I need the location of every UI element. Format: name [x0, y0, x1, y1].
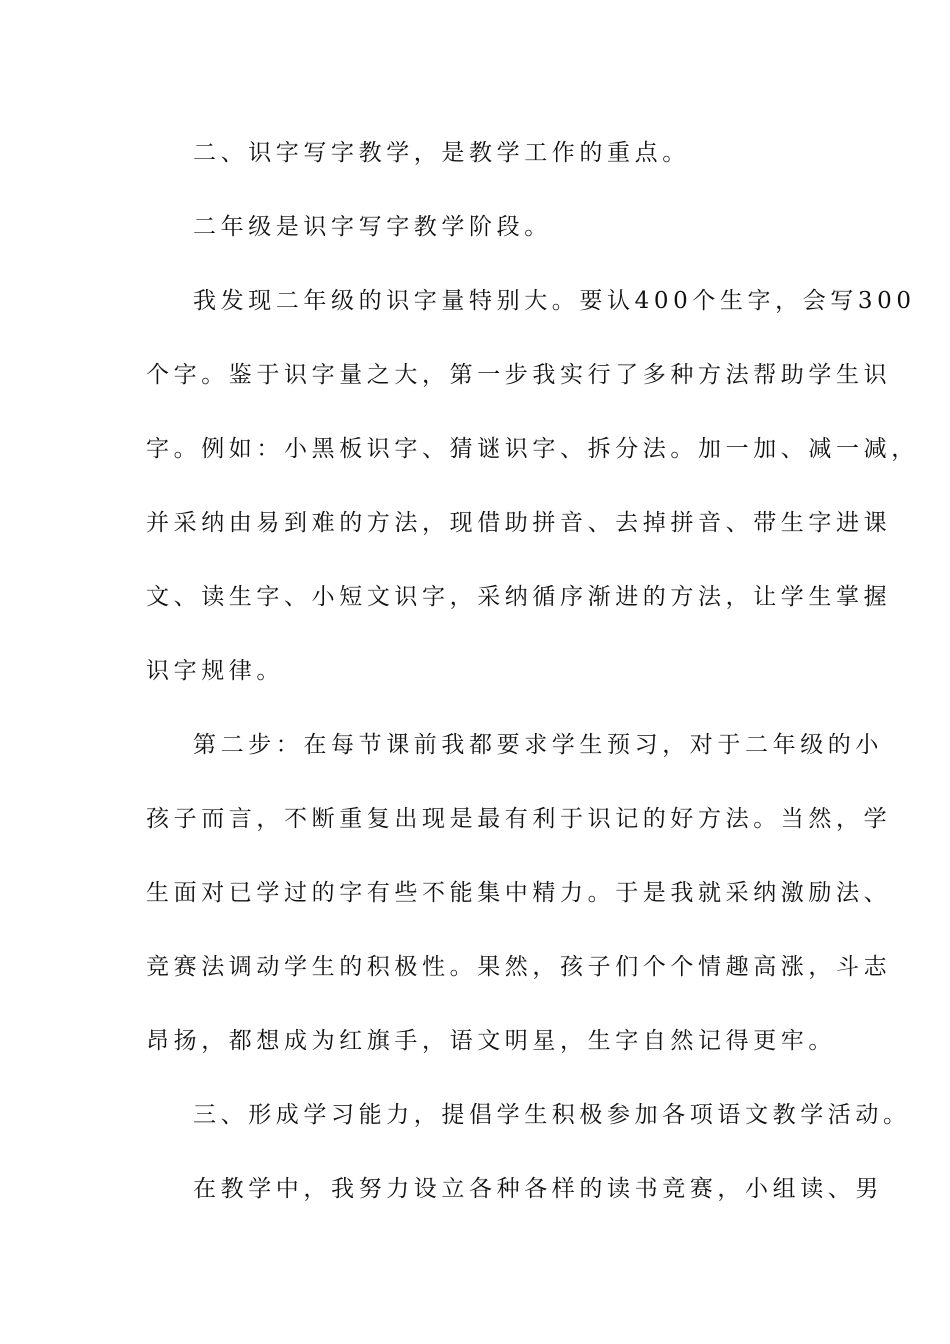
- paragraph-line: 生面对已学过的字有些不能集中精力。于是我就采纳激励法、: [146, 880, 892, 906]
- paragraph-line: 字。例如：小黑板识字、猜谜识字、拆分法。加一加、减一减，: [146, 436, 919, 462]
- paragraph-line: 竞赛法调动学生的积极性。果然，孩子们个个情趣高涨，斗志: [146, 954, 892, 980]
- paragraph-line: 第二步：在每节课前我都要求学生预习，对于二年级的小: [193, 732, 883, 758]
- paragraph-line: 文、读生字、小短文识字，采纳循序渐进的方法，让学生掌握: [146, 584, 892, 610]
- paragraph-line: 并采纳由易到难的方法，现借助拼音、去掉拼音、带生字进课: [146, 510, 892, 536]
- paragraph-line: 个字。鉴于识字量之大，第一步我实行了多种方法帮助学生识: [146, 362, 892, 388]
- paragraph-line: 孩子而言，不断重复出现是最有利于识记的好方法。当然，学: [146, 806, 892, 832]
- paragraph-line: 我发现二年级的识字量特别大。要认400个生字，会写300: [193, 288, 916, 314]
- paragraph-heading-2: 二、识字写字教学，是教学工作的重点。: [193, 140, 690, 166]
- paragraph-line: 二年级是识字写字教学阶段。: [193, 214, 552, 240]
- paragraph-line: 昂扬，都想成为红旗手，语文明星，生字自然记得更牢。: [146, 1028, 836, 1054]
- paragraph-line: 在教学中，我努力设立各种各样的读书竞赛，小组读、男: [193, 1176, 883, 1202]
- paragraph-heading-3: 三、形成学习能力，提倡学生积极参加各项语文教学活动。: [193, 1102, 911, 1128]
- paragraph-line: 识字规律。: [146, 658, 284, 684]
